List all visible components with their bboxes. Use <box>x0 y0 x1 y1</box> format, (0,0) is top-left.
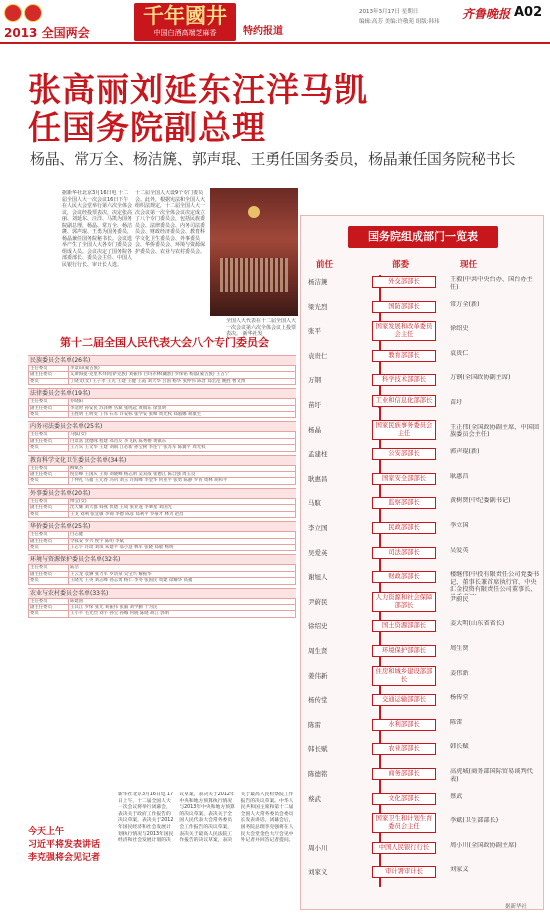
prev-holder: 张平 <box>308 327 321 336</box>
dept-box: 住房和城乡建设部部长 <box>372 666 436 686</box>
prev-holder: 孟建柱 <box>308 450 328 459</box>
table-row: 委员 丁仲礼 马福 王元春 冯巩 刘玉 许海峰 李金华 何亚平 张勇 陈静 罗青 周林 胡和平 <box>29 478 296 484</box>
table-row: 副主任委员 艾斯海提·克里木拜(哈萨克族) 刘振伟 白玛赤林(藏族) 罗保铭 杨晶(蒙古族) 王占宁 <box>29 372 296 378</box>
table-row: 委员 王戈 刘利 张宜敏 李锦 李德 陈彦 郑利平 罗豪才 林为 赵昌 <box>29 511 296 517</box>
now-holder: 万钢(全国政协副主席) <box>450 374 511 382</box>
prev-holder: 韩长赋 <box>308 745 328 754</box>
dept-box: 国土资源部部长 <box>372 620 436 632</box>
dept-box: 环境保护部部长 <box>372 645 436 657</box>
table-row: 委员 丁晓文(女) 王子孝 王先 王建 王健 王霞 刘天华 吕国 杨华 张仲伟 陈晋 郑宏范 姚胜 曹文博 <box>29 378 296 384</box>
now-holder: 杨传堂 <box>450 694 469 702</box>
committee-name: 外事委员会名单(20名) <box>28 488 296 498</box>
prev-holder: 周生贤 <box>308 647 328 655</box>
photo-caption: 全国人大代表在十二届全国人大一次会议第六次全体会议上投票表决。 新华社发 <box>226 318 297 337</box>
bottom-article: 新华社北京3月16日电 17日上午，十二届全国人大一次会议将举行闭幕会，表决关于政府工作报告的决议草案，表决关于2012年国民经济和社会发展计划执行情况与2013年国民经济和社会发展计划的决议草案，表决关于2012年中央和地方预算执行情况与2013年中央和地方预算的决议草案，表决关于全国人民代表大会常务委员会工作报告的决议草案，表决关于最高人民法院工作报告的决议草案，表决关于最高人民检察院工作报告的决议草案。中华人民共和国主席和第十二届全国人大常务委员会委员长发表讲话。闭幕会后，国务院总理李克强将在人民大会堂金色大厅会见中外记者并回答记者提问。 <box>118 792 294 844</box>
prev-holder: 刘家义 <box>308 868 328 877</box>
emblem-icon <box>4 4 22 22</box>
date-line: 2013年3月17日 星期日 <box>359 9 419 15</box>
committee-1 <box>28 388 296 418</box>
committee-4 <box>28 488 296 518</box>
committee-name: 民族委员会名单(26名) <box>28 355 296 365</box>
table-row: 主任委员 柳斌杰 <box>29 465 296 471</box>
dept-box: 国家安全部部长 <box>372 473 436 485</box>
prev-holder: 杨传堂 <box>308 696 328 705</box>
committee-name: 内务司法委员会名单(25名) <box>28 421 296 431</box>
org-chart-title: 国务院组成部门一览表 <box>348 226 498 248</box>
dept-box: 中国人民银行行长 <box>372 842 436 854</box>
dept-box: 水利部部长 <box>372 719 436 731</box>
prev-holder: 杨洁篪 <box>308 278 328 286</box>
prev-holder: 蔡武 <box>308 794 321 803</box>
dept-box: 国家民族事务委员会主任 <box>372 420 436 440</box>
table-row: 副主任委员 王云龙 袁驷 张力军 罗清泉 吴宝兴 解振华 <box>29 571 296 577</box>
table-row: 副主任委员 沈天耀 刘大群 韩燕 仇德 王成 张业遂 李肇星 刘国光 <box>29 505 296 511</box>
now-holder: 李斌(卫生部部长) <box>450 817 499 825</box>
table-row: 主任委员 傅莹(女) <box>29 498 296 504</box>
prev-holder: 谢旭人 <box>308 573 328 582</box>
now-holder: 姜伟新 <box>450 669 469 677</box>
dept-box: 科学技术部部长 <box>372 374 436 386</box>
dept-box: 文化部部长 <box>372 793 436 805</box>
prev-holder: 万钢 <box>308 376 321 385</box>
prev-holder: 尹蔚民 <box>308 597 328 606</box>
article-col2: 十二届全国人大设9个专门委员会。此外，根据宪法和全国人大组织法规定，十二届全国人大一次会议第一次全体会议决定成立了八个专门委员会，包括民族委员会、法律委员会、内务司法委员会、财政经济委员会、教育科学文化卫生委员会、外事委员会、华侨委员会、环境与资源保护委员会、农业与农村委员会。 <box>135 190 206 255</box>
committees-title: 第十二届全国人民代表大会八个专门委员会 <box>60 336 269 349</box>
dept-box: 审计署审计长 <box>372 866 436 878</box>
table-row: 主任委员 陆浩 <box>29 565 296 571</box>
now-holder: 韩长赋 <box>450 743 469 751</box>
credit: 据新华社 <box>505 904 528 910</box>
prev-holder: 梁光烈 <box>308 302 328 311</box>
dept-box: 国防部部长 <box>372 301 436 313</box>
dept-box: 教育部部长 <box>372 350 436 362</box>
committee-7 <box>28 588 296 618</box>
now-holder: 刘家义 <box>450 866 469 874</box>
article-photo <box>210 188 298 316</box>
now-holder: 吴爱英 <box>450 546 469 554</box>
table-row: 委员 王晓光 王英 刘志峰 孙志勇 杨仁 李冬 张国民 周建 徐耀华 高福 <box>29 578 296 584</box>
table-row: 副主任委员 王其江 罗保 张光 刘振伟 张毅 刘学勤 于为民 <box>29 604 296 610</box>
table-row: 委员 王胜明 王明雯 丁伟 石军 许安标 张学安 张峰 周光权 郑淑娜 胡康生 <box>29 412 296 418</box>
table-row: 副主任委员 倪岳峰 王国庆 王海 刘晓峰 杨志明 吴双战 张德江 陈自强 周玉良 <box>29 472 296 478</box>
prev-holder: 姜伟新 <box>308 671 328 680</box>
emblem-icon <box>24 4 42 22</box>
dept-box: 工业和信息化部部长 <box>372 395 436 407</box>
prev-holder: 周小川 <box>308 843 328 852</box>
now-holder: 蔡武 <box>450 792 463 800</box>
committee-5 <box>28 521 296 551</box>
table-row: 委员 王小平 毛光烈 刘宇 孙宝 孙娜 何晓 陈晓 胡江 郭明 <box>29 611 296 617</box>
table-row: 主任委员 白志健 <box>29 532 296 538</box>
dept-box: 司法部部长 <box>372 547 436 559</box>
committee-0 <box>28 355 296 385</box>
now-holder: 周生贤 <box>450 645 469 652</box>
now-holder: 姜大明(山东省省长) <box>450 620 505 628</box>
promo-box <box>28 826 114 906</box>
header-dept: 部委 <box>392 260 410 270</box>
now-holder: 楼继伟(中投有限责任公司党委书记、董事长兼首席执行官、中央汇金投资有限责任公司董事长、 <box>450 571 540 594</box>
committee-name: 环境与资源保护委员会名单(32名) <box>28 554 296 564</box>
table-row: 副主任委员 李适时 孙安民 苏泽林 丛斌 张鸣起 黄镇东 徐显明 <box>29 405 296 411</box>
headline-line2: 任国务院副总理 <box>28 108 266 147</box>
table-row: 委员 王志宇 许琦 刘琪 朱建平 邬小慧 林军 张晓 郑敬 杨明 <box>29 544 296 550</box>
table-row: 委员 王万宾 王文华 王建 刘镇 江必新 孙宝树 李连宁 张苏军 陈冀平 周光权 <box>29 445 296 451</box>
dept-box: 人力资源和社会保障部部长 <box>372 592 436 612</box>
table-row: 副主任委员 白景富 沈德咏 程建 邓昌友 李飞跃 陈秀榕 黄镇东 <box>29 438 296 444</box>
header-now: 现任 <box>460 260 478 270</box>
org-rows <box>300 0 544 924</box>
header-prev: 前任 <box>316 260 334 270</box>
table-row: 主任委员 李景田(蒙古族) <box>29 366 296 372</box>
dept-box: 民政部部长 <box>372 522 436 534</box>
now-holder: 周小川(全国政协副主席) <box>450 841 517 849</box>
brand-banner <box>134 3 236 41</box>
event-label: 2013 全国两会 <box>4 26 90 40</box>
headline-line1: 张高丽刘延东汪洋马凯 <box>28 70 368 109</box>
prev-holder: 李立国 <box>308 524 328 532</box>
dept-box: 公安部部长 <box>372 448 436 460</box>
now-holder: 郭声琨(新) <box>450 448 480 456</box>
now-holder: 苗圩 <box>450 399 463 406</box>
promo-line2: 习近平将发表讲话 <box>28 840 101 850</box>
column-label: 特约报道 <box>243 26 283 37</box>
committee-3 <box>28 455 296 485</box>
dept-box: 财政部部长 <box>372 571 436 583</box>
now-holder: 耿惠昌 <box>450 472 469 480</box>
prev-holder: 耿惠昌 <box>308 474 328 483</box>
committee-name: 教育科学文化卫生委员会名单(34名) <box>28 455 296 465</box>
prev-holder: 马馼 <box>308 499 321 508</box>
brand-sub: 中国白酒高端芝麻香 <box>153 29 217 37</box>
now-holder: 黄树贤(中纪委副书记) <box>450 497 511 505</box>
now-holder: 王正伟(全国政协副主席、中国回族委员会主任) <box>450 423 540 439</box>
promo-line1: 今天上午 <box>28 827 65 837</box>
committee-name: 农业与农村委员会名单(33名) <box>28 588 296 598</box>
now-holder: 徐绍史 <box>450 325 469 333</box>
dept-box: 外交部部长 <box>372 276 436 288</box>
committee-name: 法律委员会名单(19名) <box>28 388 296 398</box>
now-holder: 陈雷 <box>450 718 463 726</box>
table-row: 主任委员 乔晓阳 <box>29 399 296 405</box>
prev-holder: 吴爱英 <box>308 548 328 557</box>
committee-6 <box>28 554 296 584</box>
now-holder: 王毅(中共中央台办、国台办主任) <box>450 276 533 291</box>
dept-box: 监察部部长 <box>372 497 436 509</box>
prev-holder: 徐绍史 <box>308 622 328 631</box>
now-holder: 袁贵仁 <box>450 349 469 357</box>
prev-holder: 袁贵仁 <box>308 351 328 360</box>
promo-line3: 李克强将会见记者 <box>28 853 101 863</box>
committees-list <box>28 352 296 782</box>
table-row: 副主任委员 令狐安 罗兴 侯宇 陈明 李斌 <box>29 538 296 544</box>
prev-holder: 苗圩 <box>308 401 321 409</box>
dept-box: 农业部部长 <box>372 743 436 755</box>
now-holder: 尹蔚民 <box>450 595 469 603</box>
page-number: A02 <box>514 5 543 20</box>
prev-holder: 杨晶 <box>308 425 321 434</box>
table-row: 主任委员 马馼(女) <box>29 432 296 438</box>
committee-name: 华侨委员会名单(25名) <box>28 521 296 531</box>
dept-box: 交通运输部部长 <box>372 694 436 706</box>
now-holder: 高虎城(商务部国际贸易谈判代表) <box>450 768 533 783</box>
table-row: 主任委员 陈建国 <box>29 598 296 604</box>
now-holder: 常万全(新) <box>450 300 480 308</box>
paper-name: 齐鲁晚报 <box>462 7 511 21</box>
dept-box: 国家发展和改革委员会主任 <box>372 321 436 341</box>
dept-box: 商务部部长 <box>372 768 436 780</box>
committee-2 <box>28 421 296 451</box>
now-holder: 李立国 <box>450 522 469 529</box>
prev-holder: 陈德铭 <box>308 770 328 778</box>
dept-box: 国家卫生和计划生育委员会主任 <box>372 813 436 833</box>
headline-sub: 杨晶、常万全、杨洁篪、郭声琨、王勇任国务委员，杨晶兼任国务院秘书长 <box>30 150 516 168</box>
article-col1: 据新华社北京3月16日电 十二届全国人大一次会议16日下午在人民大会堂举行第六次全体会议，会议经投票表决，决定张高丽、刘延东、汪洋、马凯为国务院副总理，杨晶、常万全、杨洁篪、郭声琨、王勇为国务委员，杨晶兼任国务院秘书长。会议选举产生了全国人大各专门委员会组成人员。会议决定了国务院各部委部长、委员会主任、中国人民银行行长、审计长人选。 <box>62 190 132 268</box>
brand-main: 千年國井 <box>143 4 227 28</box>
editors-line: 编辑:高芳 美编:许敬苑 组版:韩玮 <box>359 19 440 25</box>
prev-holder: 陈雷 <box>308 720 321 729</box>
